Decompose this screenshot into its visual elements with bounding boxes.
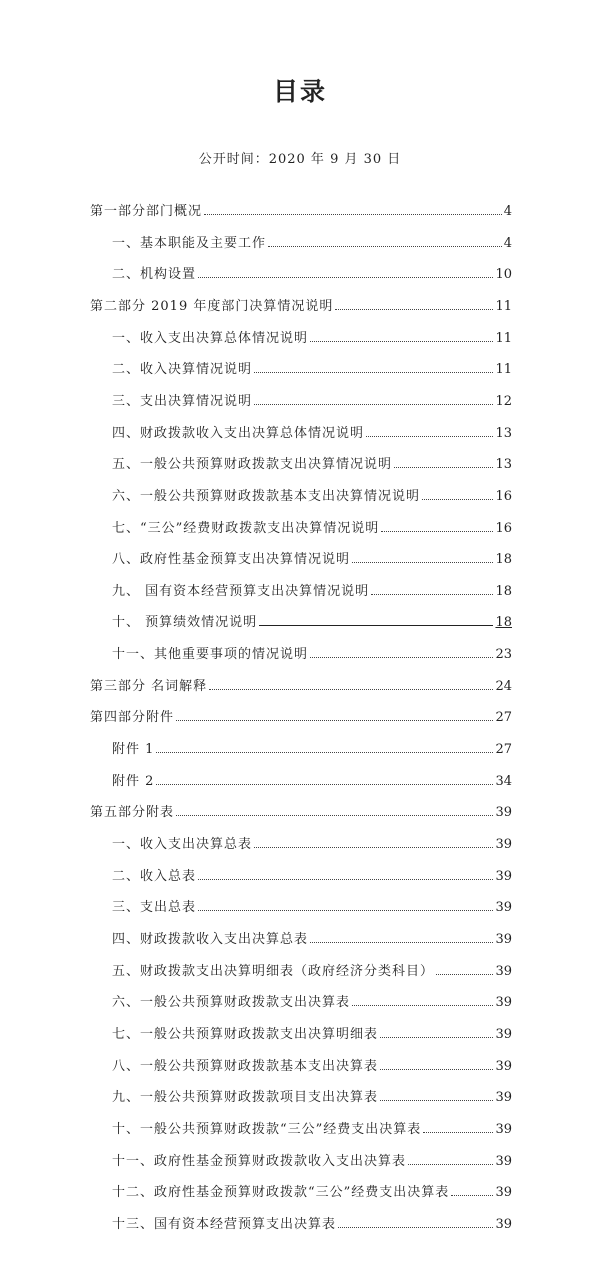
toc-dot-leader: [408, 1163, 493, 1165]
toc-entry[interactable]: [112, 642, 512, 662]
toc-entry-page-number: 39: [495, 837, 512, 852]
toc-entry-label: 一、收入支出决算总体情况说明: [112, 330, 309, 346]
toc-entry-page-number: 18: [495, 583, 512, 599]
toc-dot-leader: [310, 340, 493, 342]
toc-entry-label: 十、一般公共预算财政拨款“三公”经费支出决算表: [112, 1121, 422, 1137]
toc-entry-page-number: 39: [495, 1026, 512, 1042]
toc-entry[interactable]: [112, 1054, 512, 1074]
toc-entry-page-number: 23: [495, 647, 512, 663]
toc-entry-label: 一、基本职能及主要工作: [112, 235, 267, 251]
toc-entry-label: 四、财政拨款收入支出决算总体情况说明: [112, 425, 365, 441]
toc-entry[interactable]: [90, 199, 512, 219]
toc-entry-page-number: 12: [495, 393, 512, 409]
toc-entry[interactable]: [112, 990, 512, 1010]
toc-entry-label: 附件 1: [112, 742, 155, 758]
toc-entry-label: 八、政府性基金预算支出决算情况说明: [112, 552, 351, 568]
toc-entry-page-number: 4: [503, 235, 512, 251]
toc-entry-label: 第三部分 名词解释: [90, 678, 208, 694]
toc-entry-page-number: 39: [495, 1185, 512, 1201]
toc-entry-label: 三、支出决算情况说明: [112, 393, 253, 409]
toc-entry[interactable]: [112, 262, 512, 282]
toc-entry-label: 十、 预算绩效情况说明: [112, 615, 258, 631]
toc-entry-page-number: 11: [495, 330, 512, 346]
toc-entry-label: 九、一般公共预算财政拨款项目支出决算表: [112, 1090, 379, 1106]
toc-entry-page-number: 39: [495, 1090, 512, 1106]
toc-entry[interactable]: [112, 1212, 512, 1232]
toc-dot-leader: [338, 1226, 493, 1228]
toc-entry[interactable]: [112, 579, 512, 599]
toc-dot-leader: [380, 1099, 493, 1101]
toc-entry[interactable]: [112, 1180, 512, 1200]
toc-entry-label: 第二部分 2019 年度部门决算情况说明: [90, 298, 334, 314]
toc-entry[interactable]: [112, 927, 512, 947]
toc-entry-label: 二、收入决算情况说明: [112, 362, 253, 378]
toc-dot-leader: [352, 561, 493, 563]
toc-dot-leader: [268, 245, 502, 247]
toc-dot-leader: [209, 688, 493, 690]
toc-entry-page-number: 4: [503, 204, 512, 219]
toc-entry-label: 二、收入总表: [112, 868, 197, 884]
toc-entry-page-number: 39: [495, 1216, 512, 1232]
toc-entry-page-number: 39: [495, 995, 512, 1011]
page-title: 目录: [272, 77, 327, 106]
toc-entry-label: 十二、政府性基金预算财政拨款“三公”经费支出决算表: [112, 1185, 450, 1201]
toc-entry[interactable]: [112, 547, 512, 567]
toc-entry-page-number: 39: [495, 805, 512, 821]
toc-entry-page-number: 39: [495, 963, 512, 979]
toc-dot-leader: [436, 973, 493, 975]
toc-entry-label: 十三、国有资本经营预算支出决算表: [112, 1216, 337, 1232]
toc-dot-leader: [366, 435, 493, 437]
toc-entry[interactable]: [112, 357, 512, 377]
toc-entry-page-number: 24: [495, 678, 512, 694]
toc-entry[interactable]: [112, 326, 512, 346]
toc-entry-page-number: 39: [495, 1121, 512, 1137]
toc-dot-leader: [198, 909, 493, 911]
toc-entry[interactable]: [112, 484, 512, 504]
toc-entry-page-number: 10: [495, 267, 512, 283]
toc-entry-page-number: 11: [495, 298, 512, 314]
toc-dot-leader: [335, 308, 493, 310]
toc-entry[interactable]: [112, 895, 512, 915]
toc-entry-label: 二、机构设置: [112, 267, 197, 283]
toc-entry[interactable]: [112, 864, 512, 884]
toc-entry-label: 五、一般公共预算财政拨款支出决算情况说明: [112, 457, 393, 473]
toc-entry[interactable]: [112, 231, 512, 251]
toc-dot-leader: [380, 1036, 493, 1038]
toc-entry-page-number: 39: [495, 900, 512, 916]
toc-entry-page-number: 16: [495, 520, 512, 536]
toc-entry-page-number: 39: [495, 1058, 512, 1074]
toc-dot-leader: [381, 530, 493, 532]
toc-entry[interactable]: [112, 832, 512, 852]
toc-entry[interactable]: [112, 1022, 512, 1042]
toc-entry-label: 九、 国有资本经营预算支出决算情况说明: [112, 583, 370, 599]
toc-entry[interactable]: [112, 389, 512, 409]
toc-dot-leader: [352, 1004, 493, 1006]
toc-entry[interactable]: [112, 1117, 512, 1137]
toc-dot-leader: [310, 941, 493, 943]
toc-entry-page-number: 16: [495, 488, 512, 504]
toc-entry-label: 三、支出总表: [112, 900, 197, 916]
toc-dot-leader: [156, 751, 493, 753]
toc-dot-leader: [254, 846, 493, 848]
toc-entry[interactable]: [90, 800, 512, 820]
toc-entry-label: 十一、政府性基金预算财政拨款收入支出决算表: [112, 1153, 407, 1169]
toc-entry[interactable]: [112, 516, 512, 536]
toc-dot-leader: [422, 498, 493, 500]
toc-entry-label: 七、一般公共预算财政拨款支出决算明细表: [112, 1026, 379, 1042]
toc-entry-page-number: 11: [495, 362, 512, 378]
toc-dot-leader: [176, 814, 493, 816]
toc-dot-leader: [259, 624, 493, 626]
toc-entry-page-number: 39: [495, 1153, 512, 1169]
toc-dot-leader: [380, 1068, 493, 1070]
toc-dot-leader: [451, 1194, 493, 1196]
toc-entry[interactable]: [112, 737, 512, 757]
publish-date: 公开时间：2020 年 9 月 30 日: [198, 152, 402, 167]
toc-entry-page-number: 13: [495, 457, 512, 473]
toc-entry-page-number: 27: [495, 742, 512, 758]
toc-entry[interactable]: [112, 421, 512, 441]
toc-entry[interactable]: [112, 769, 512, 789]
toc-entry[interactable]: [112, 452, 512, 472]
toc-entry-label: 四、财政拨款收入支出决算总表: [112, 931, 309, 947]
toc-entry-label: 十一、其他重要事项的情况说明: [112, 647, 309, 663]
toc-dot-leader: [371, 593, 493, 595]
toc-entry-page-number: 27: [495, 710, 512, 726]
toc-entry[interactable]: [112, 1149, 512, 1169]
toc-entry-label: 五、财政拨款支出决算明细表（政府经济分类科目）: [112, 963, 435, 979]
toc-dot-leader: [310, 656, 493, 658]
toc-entry-label: 七、“三公”经费财政拨款支出决算情况说明: [112, 520, 380, 536]
toc-entry-page-number: 39: [495, 931, 512, 947]
toc-dot-leader: [394, 466, 493, 468]
toc-dot-leader: [423, 1131, 493, 1133]
toc-entry-label: 六、一般公共预算财政拨款支出决算表: [112, 995, 351, 1011]
toc-entry-label: 六、一般公共预算财政拨款基本支出决算情况说明: [112, 488, 421, 504]
toc-entry-label: 一、收入支出决算总表: [112, 837, 253, 852]
toc-entry-page-number: 34: [495, 773, 512, 789]
toc-entry[interactable]: [90, 705, 512, 725]
toc-entry[interactable]: [90, 294, 512, 314]
toc-dot-leader: [254, 371, 493, 373]
toc-entry-label: 第四部分附件: [90, 710, 175, 726]
toc-entry-label: 附件 2: [112, 773, 155, 789]
toc-dot-leader: [198, 878, 493, 880]
toc-dot-leader: [254, 403, 493, 405]
toc-entry[interactable]: [112, 959, 512, 979]
toc-entry-page-number: 13: [495, 425, 512, 441]
toc-dot-leader: [198, 276, 493, 278]
toc-entry[interactable]: [90, 674, 512, 694]
toc-entry-page-number: 18: [495, 552, 512, 568]
toc-dot-leader: [156, 783, 493, 785]
toc-entry-page-number: 39: [495, 868, 512, 884]
toc-entry[interactable]: [112, 1085, 512, 1105]
toc-entry-page-number: 18: [495, 615, 512, 631]
toc-entry-label: 第五部分附表: [90, 805, 175, 821]
toc-dot-leader: [204, 213, 502, 215]
toc-entry-label: 八、一般公共预算财政拨款基本支出决算表: [112, 1058, 379, 1074]
toc-entry[interactable]: [112, 610, 512, 630]
toc-entry-label: 第一部分部门概况: [90, 204, 203, 219]
toc-dot-leader: [176, 719, 493, 721]
